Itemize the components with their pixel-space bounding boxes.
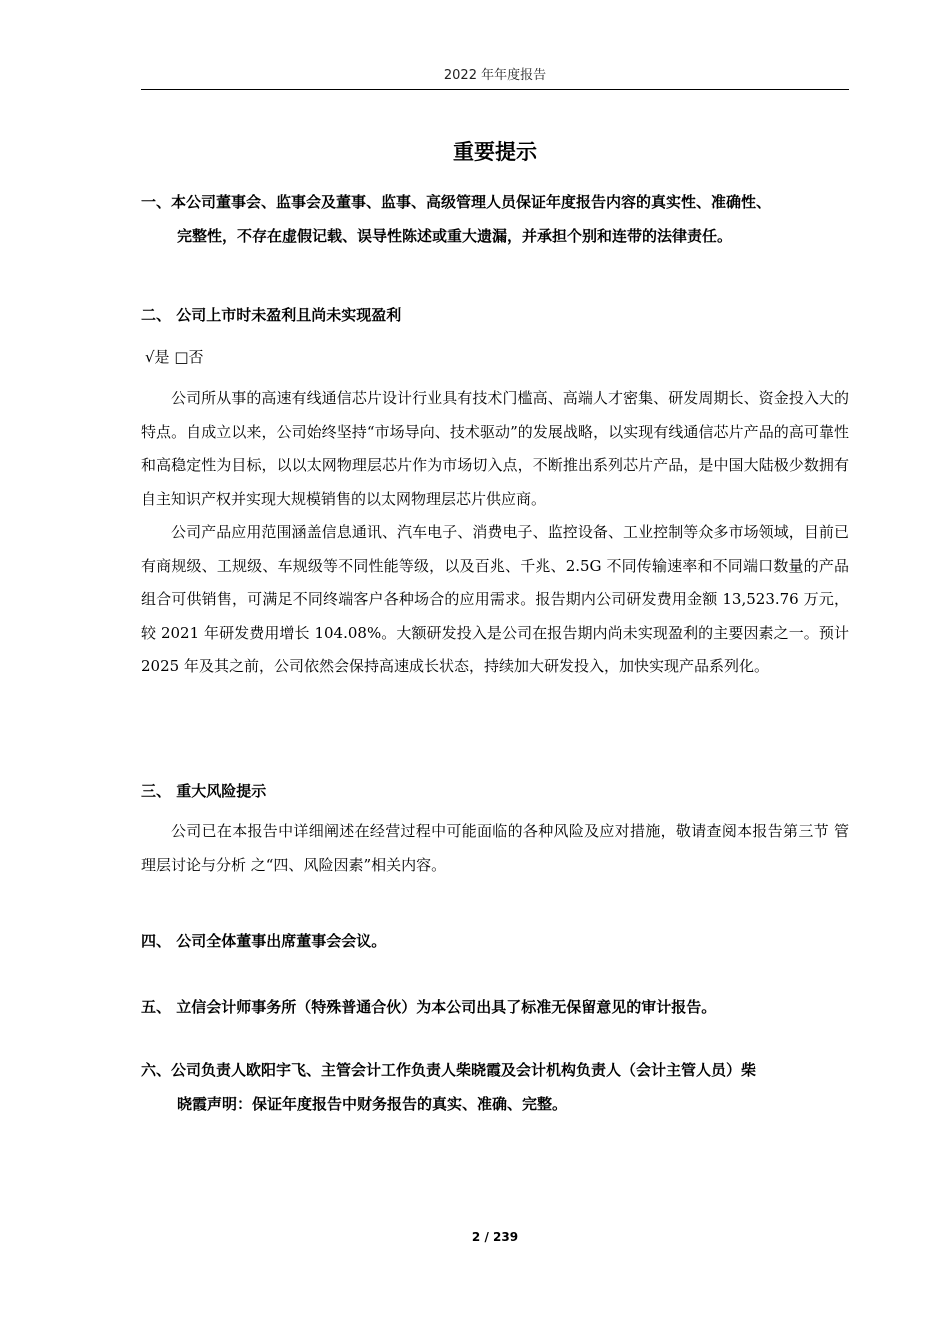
section-3-paragraph: 公司已在本报告中详细阐述在经营过程中可能面临的各种风险及应对措施，敬请查阅本报告第三节 管理层讨论与分析 之“四、风险因素”相关内容。 bbox=[141, 822, 849, 874]
section-1-line-1: 一、本公司董事会、监事会及董事、监事、高级管理人员保证年度报告内容的真实性、准确性、 bbox=[141, 193, 772, 211]
section-6 bbox=[141, 1053, 863, 1121]
section-2-paragraph-2: 公司产品应用范围涵盖信息通讯、汽车电子、消费电子、监控设备、工业控制等众多市场领域，目前已有商规级、工规级、车规级等不同性能等级，以及百兆、千兆、2.5G 不同传输速率和不同端口数量的产品组合可供销售，可满足不同终端客户各种场合的应用需求。报告期内公司研发费用金额 13,523.76 万元，较 2021 年研发费用增长 104.08%。大额研发投入是公司在报告期内尚未实现盈利的主要因素之一。预计 2025 年及其之前，公司依然会保持高速成长状态，持续加大研发投入，加快实现产品系列化。 bbox=[141, 523, 849, 675]
section-1-line-2: 完整性，不存在虚假记载、误导性陈述或重大遗漏，并承担个别和连带的法律责任。 bbox=[177, 227, 733, 245]
section-4: 四、 公司全体董事出席董事会会议。 bbox=[141, 932, 387, 950]
section-2-paragraph-1: 公司所从事的高速有线通信芯片设计行业具有技术门槛高、高端人才密集、研发周期长、资金投入大的特点。自成立以来，公司始终坚持“市场导向、技术驱动”的发展战略，以实现有线通信芯片产品的高可靠性和高稳定性为目标，以以太网物理层芯片作为市场切入点，不断推出系列芯片产品，是中国大陆极少数拥有自主知识产权并实现大规模销售的以太网物理层芯片供应商。 bbox=[141, 389, 849, 508]
section-3-body bbox=[141, 815, 863, 882]
page-number: 2 / 239 bbox=[471, 1230, 519, 1244]
report-header-title: 2022 年年度报告 bbox=[443, 68, 547, 83]
section-2-heading: 二、 公司上市时未盈利且尚未实现盈利 bbox=[141, 306, 402, 324]
section-6-line-1: 六、公司负责人欧阳宇飞、主管会计工作负责人柴晓霞及会计机构负责人（会计主管人员）柴 bbox=[141, 1061, 757, 1079]
section-6-line-2: 晓霞声明：保证年度报告中财务报告的真实、准确、完整。 bbox=[177, 1095, 568, 1113]
section-5: 五、 立信会计师事务所（特殊普通合伙）为本公司出具了标准无保留意见的审计报告。 bbox=[141, 998, 717, 1016]
page-title: 重要提示 bbox=[453, 140, 537, 164]
profitability-checkbox-line: √是 □否 bbox=[145, 348, 204, 366]
section-1 bbox=[141, 185, 863, 253]
section-3-heading: 三、 重大风险提示 bbox=[141, 782, 267, 800]
header-divider bbox=[141, 89, 849, 90]
section-2-body bbox=[141, 382, 863, 684]
